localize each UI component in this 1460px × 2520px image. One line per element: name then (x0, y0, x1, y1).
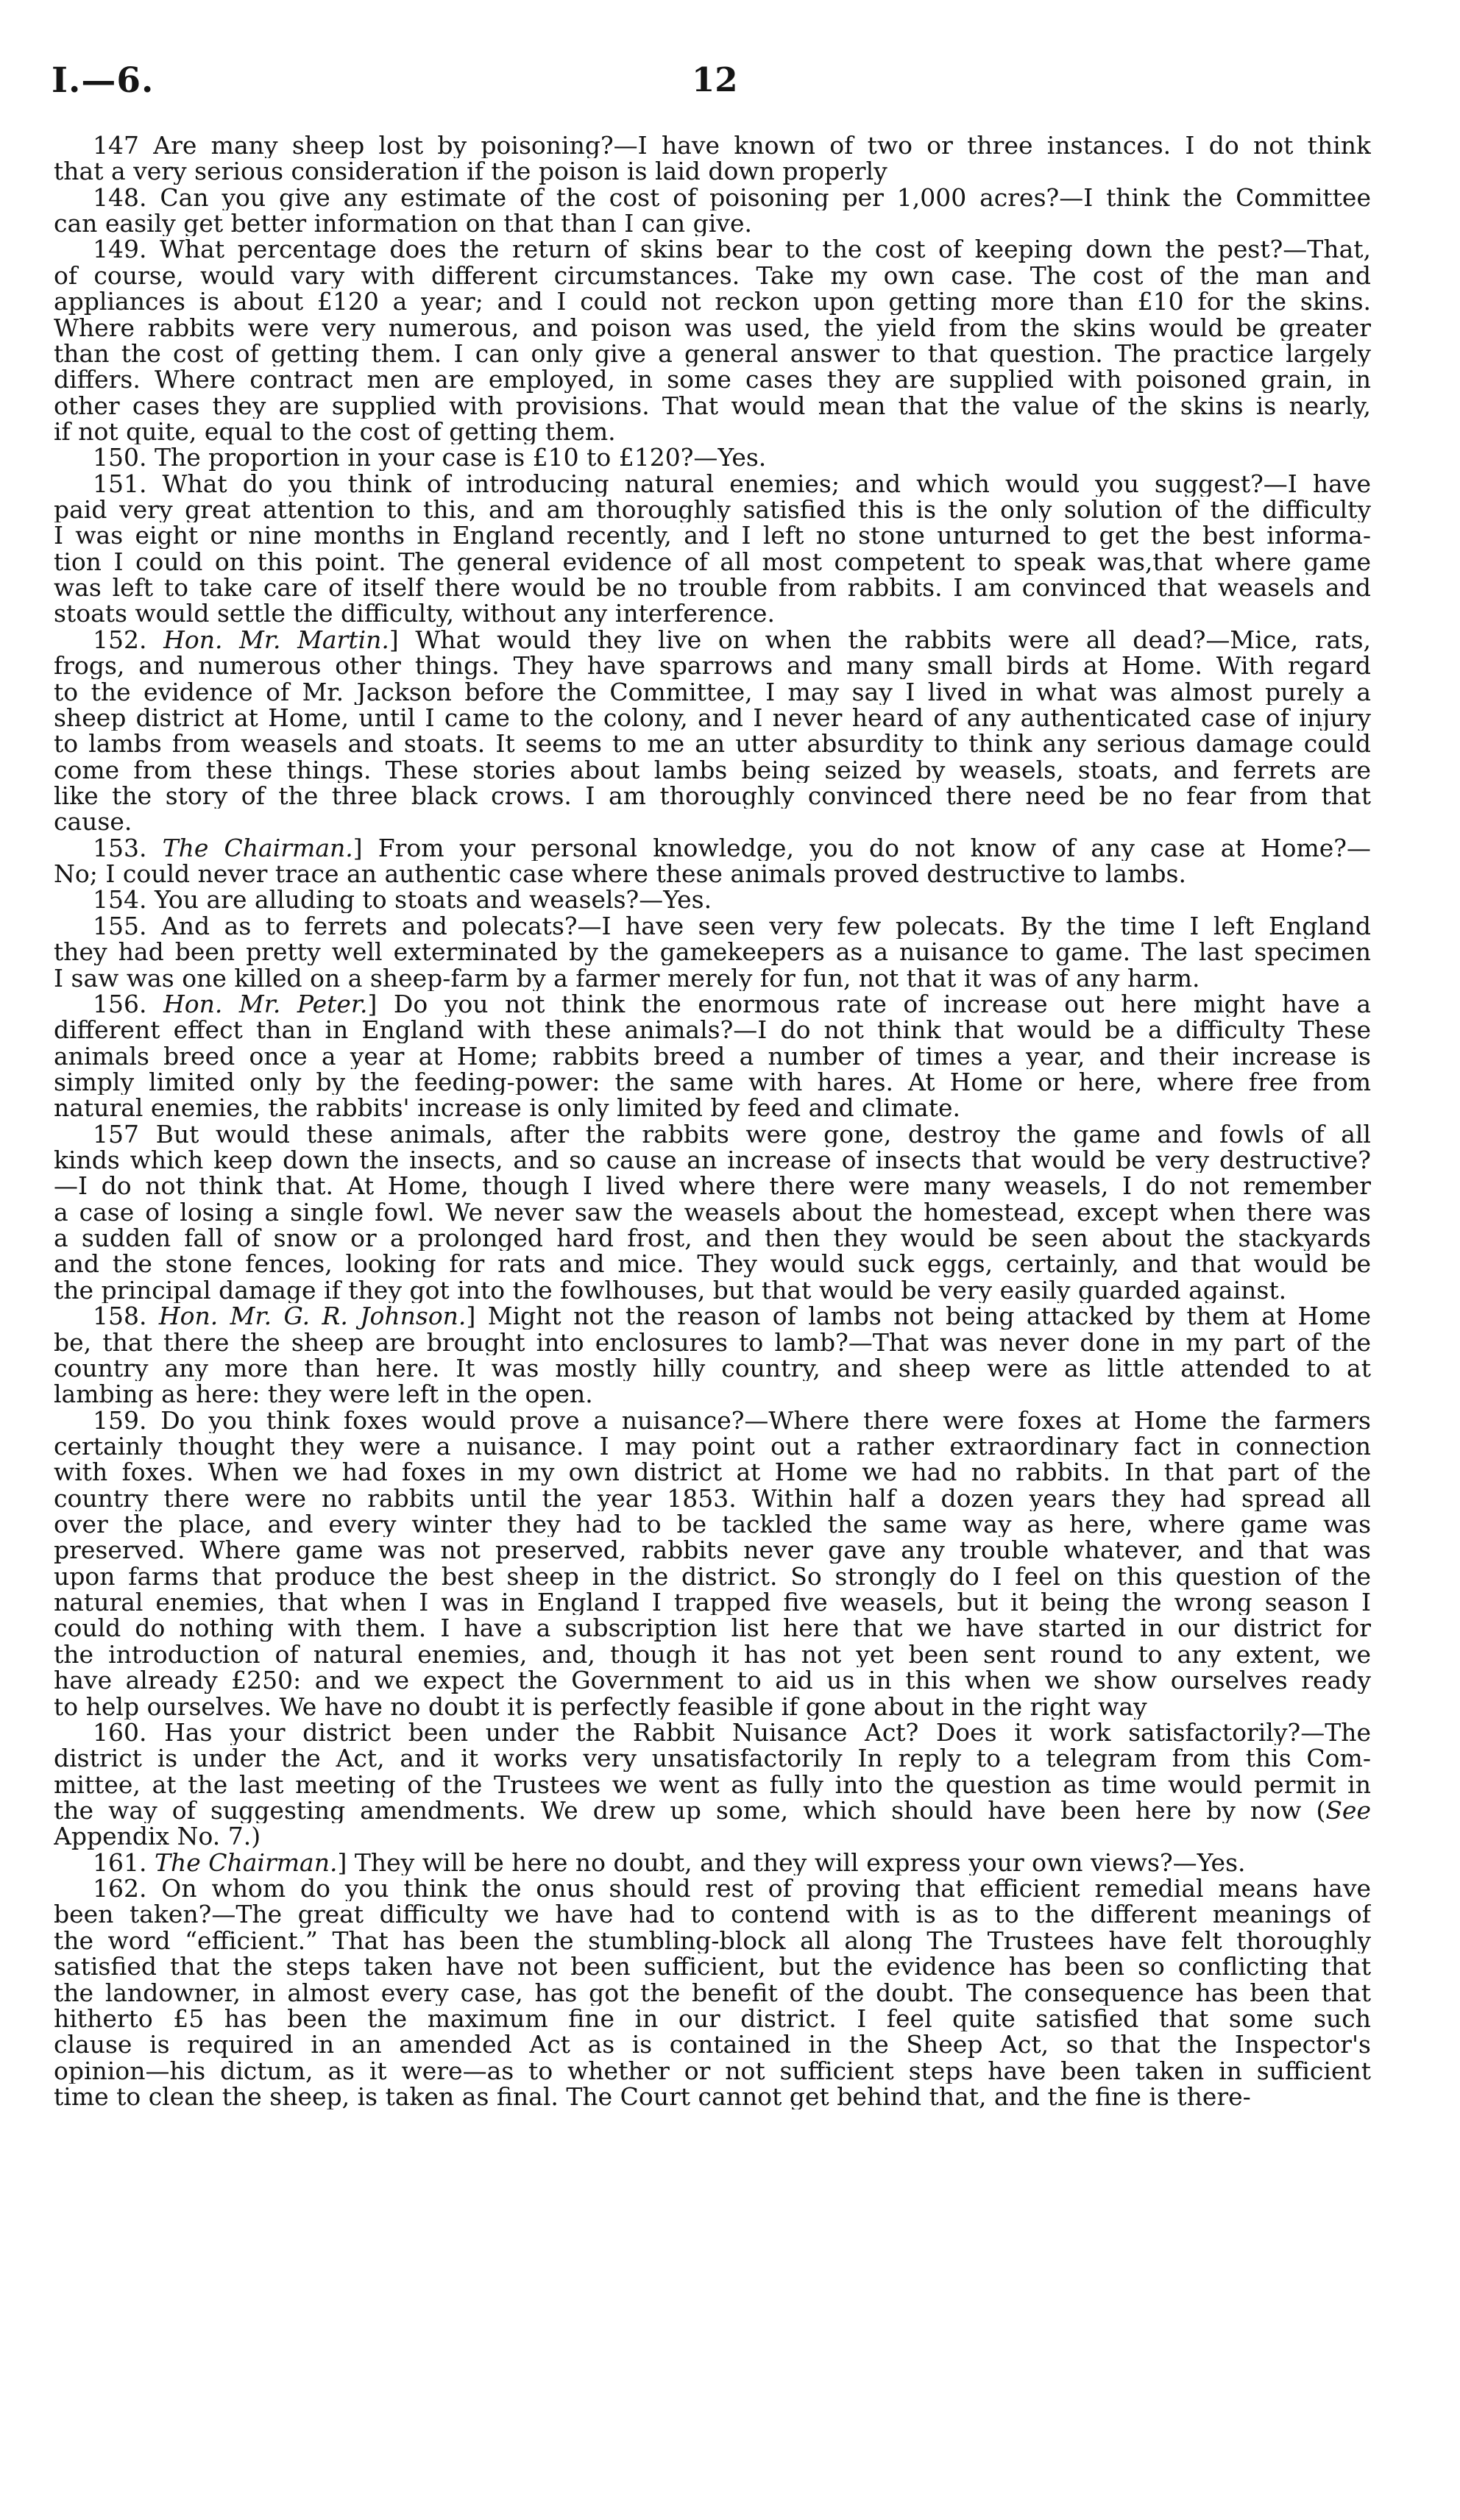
text-line (54, 1694, 1371, 1719)
paragraph (54, 1875, 1371, 2109)
text-segment: I saw was one killed on a sheep-farm by a farmer merely for fun, not that it was of any harm. (54, 965, 1200, 991)
text-segment: 162. On whom do you think the onus should rest of proving that efficient remedial means have (93, 1875, 1371, 1902)
text-line (54, 1850, 1371, 1875)
text-line (54, 1277, 1371, 1303)
text-segment: Appendix No. 7.) (54, 1823, 261, 1850)
text-line (54, 1772, 1371, 1797)
text-line (54, 549, 1371, 575)
text-line (54, 185, 1371, 210)
paragraph (54, 444, 1371, 470)
text-line (54, 1173, 1371, 1199)
text-line (54, 1823, 1371, 1849)
text-segment: hitherto £5 has been the maximum fine in our district. I feel quite satisfied that some such (54, 2005, 1371, 2032)
paragraph (54, 471, 1371, 627)
text-segment: if not quite, equal to the cost of getting them. (54, 418, 616, 445)
text-segment: kinds which keep down the insects, and so cause an increase of insects that would be very destructive? (54, 1147, 1371, 1174)
text-segment: a case of losing a single fowl. We never saw the weasels about the homestead, except when there was (54, 1199, 1371, 1226)
text-segment: ] What would they live on when the rabbits were all dead?—Mice, rats, (389, 626, 1371, 653)
text-line (54, 1980, 1371, 2006)
text-segment: 157 But would these animals, after the rabbits were gone, destroy the game and fowls of all (93, 1121, 1371, 1148)
text-segment: appliances is about £120 a year; and I could not reckon upon getting more than £10 for the skins. (54, 288, 1371, 315)
text-segment: and the stone fences, looking for rats and mice. They would suck eggs, certainly, and that would be (54, 1251, 1371, 1277)
text-segment: district is under the Act, and it works very unsatisfactorily In reply to a telegram from this Com- (54, 1745, 1371, 1772)
text-segment: they had been pretty well exterminated by the gamekeepers as a nuisance to game. The last specimen (54, 939, 1371, 965)
text-segment: 159. Do you think foxes would prove a nuisance?—Where there were foxes at Home the farmers (93, 1407, 1371, 1433)
paragraph (54, 1719, 1371, 1850)
text-line (54, 1225, 1371, 1251)
text-segment: of course, would vary with different circumstances. Take my own case. The cost of the man and (54, 262, 1371, 289)
text-segment: to help ourselves. We have no doubt it is perfectly feasible if gone about in the right way (54, 1693, 1147, 1719)
text-segment: mittee, at the last meeting of the Trustees we went as fully into the question as time would permit in (54, 1771, 1371, 1797)
text-line (54, 2006, 1371, 2031)
text-segment: the way of suggesting amendments. We drew up some, which should have been here by now ( (54, 1797, 1326, 1824)
text-line (54, 913, 1371, 939)
text-segment: a sudden fall of snow or a prolonged hard frost, and then they would be seen about the stackyards (54, 1225, 1371, 1252)
text-segment: ] From your personal knowledge, you do not know of any case at Home?— (352, 834, 1371, 862)
text-segment: opinion—his dictum, as it were—as to whether or not sufficient steps have been taken in sufficient (54, 2057, 1371, 2084)
speaker-name: The Chairman. (154, 1849, 338, 1876)
text-line (54, 1797, 1371, 1823)
text-segment: country any more than here. It was mostly hilly country, and sheep were as little attended to at (54, 1355, 1371, 1382)
text-segment: paid very great attention to this, and am thoroughly satisfied this is the only solution of the difficulty (54, 497, 1371, 523)
text-segment: preserved. Where game was not preserved, rabbits never gave any trouble whatever, and that was (54, 1537, 1371, 1564)
text-line (54, 861, 1371, 887)
text-line (54, 679, 1371, 705)
text-segment: that a very serious consideration if the poison is laid down properly (54, 158, 887, 185)
speaker-name: Hon. Mr. Peter. (163, 990, 368, 1018)
text-line (54, 1043, 1371, 1069)
text-line (54, 366, 1371, 392)
speaker-name: See (1325, 1797, 1371, 1824)
paragraph (54, 1121, 1371, 1304)
text-line (54, 809, 1371, 834)
text-segment: time to clean the sheep, is taken as final. The Court cannot get behind that, and the fine is there- (54, 2083, 1251, 2110)
text-segment: could do nothing with them. I have a subscription list here that we have started in our district for (54, 1615, 1371, 1641)
text-line (54, 1095, 1371, 1121)
text-line (54, 705, 1371, 731)
text-line (54, 393, 1371, 419)
text-line (54, 1459, 1371, 1485)
text-line (54, 1355, 1371, 1381)
text-segment: 147 Are many sheep lost by poisoning?—I have known of two or three instances. I do not think (93, 132, 1371, 159)
paragraph (54, 887, 1371, 912)
text-line (54, 1303, 1371, 1329)
paragraph (54, 236, 1371, 444)
text-line (54, 575, 1371, 600)
text-line (54, 2031, 1371, 2057)
text-segment: simply limited only by the feeding-power: the same with hares. At Home or here, where free from (54, 1068, 1371, 1096)
text-segment: ] Might not the reason of lambs not being attacked by them at Home (466, 1303, 1371, 1330)
text-segment: 153. (93, 834, 163, 862)
paragraph (54, 835, 1371, 887)
text-segment: the word “efficient.” That has been the stumbling-block all along The Trustees have felt thoroughly (54, 1927, 1371, 1954)
text-segment: come from these things. These stories about lambs being seized by weasels, stoats, and ferrets are (54, 756, 1371, 783)
paragraph (54, 132, 1371, 185)
paragraph (54, 991, 1371, 1121)
text-segment: over the place, and every winter they had to be tackled the same way as here, where game was (54, 1511, 1371, 1538)
text-segment: lambing as here: they were left in the open. (54, 1381, 593, 1408)
paragraph (54, 1408, 1371, 1719)
text-line (54, 1069, 1371, 1095)
text-segment: certainly thought they were a nuisance. I may point out a rather extraordinary fact in connection (54, 1433, 1371, 1460)
text-line (54, 1381, 1371, 1407)
text-line (54, 600, 1371, 626)
text-segment: like the story of the three black crows. I am thoroughly convinced there need be no fear from that (54, 782, 1371, 809)
text-line (54, 1199, 1371, 1225)
text-line (54, 1486, 1371, 1511)
text-segment: the principal damage if they got into the fowlhouses, but that would be very easily guarded against. (54, 1277, 1287, 1304)
text-segment: 152. (93, 626, 164, 653)
text-segment: animals breed once a year at Home; rabbits breed a number of times a year, and their increase is (54, 1043, 1371, 1069)
text-line (54, 471, 1371, 497)
text-line (54, 1667, 1371, 1693)
text-segment: be, that there the sheep are brought into enclosures to lamb?—That was never done in my part of the (54, 1329, 1371, 1355)
text-segment: with foxes. When we had foxes in my own district at Home we had no rabbits. In that part of the (54, 1459, 1371, 1486)
text-line (54, 1564, 1371, 1589)
text-segment: stoats would settle the difficulty, without any interference. (54, 600, 775, 627)
page-number: 12 (692, 60, 738, 99)
text-segment: 161. (93, 1849, 155, 1876)
text-line (54, 522, 1371, 548)
text-segment: clause is required in an amended Act as is contained in the Sheep Act, so that the Inspector's (54, 2031, 1371, 2058)
text-segment: 149. What percentage does the return of skins bear to the cost of keeping down the pest?—That, (93, 236, 1371, 263)
text-line (54, 731, 1371, 756)
paragraph (54, 627, 1371, 835)
text-line (54, 444, 1371, 470)
speaker-name: Hon. Mr. G. R. Johnson. (158, 1303, 467, 1330)
text-segment: country there were no rabbits until the year 1853. Within half a dozen years they had spread all (54, 1485, 1371, 1512)
text-line (54, 1330, 1371, 1355)
text-segment: 150. The proportion in your case is £10 to £120?—Yes. (93, 444, 767, 471)
text-line (54, 1408, 1371, 1433)
text-segment: have already £250: and we expect the Government to aid us in this when we show ourselves ready (54, 1667, 1371, 1694)
text-line (54, 1433, 1371, 1459)
text-line (54, 2084, 1371, 2109)
text-line (54, 419, 1371, 444)
text-segment: 156. (93, 990, 163, 1018)
text-line (54, 315, 1371, 341)
text-line (54, 1719, 1371, 1745)
text-segment: natural enemies, that when I was in England I trapped five weasels, but it being the wrong season I (54, 1589, 1371, 1616)
text-segment: I was eight or nine months in England recently, and I left no stone unturned to get the best informa- (54, 522, 1371, 549)
text-segment: 148. Can you give any estimate of the cost of poisoning per 1,000 acres?—I think the Committee (93, 184, 1371, 211)
text-line (54, 158, 1371, 184)
text-line (54, 1589, 1371, 1615)
text-segment: 160. Has your district been under the Rabbit Nuisance Act? Does it work satisfactorily?—The (93, 1719, 1371, 1746)
text-segment: to lambs from weasels and stoats. It seems to me an utter absurdity to think any serious damage could (54, 731, 1371, 757)
text-segment: upon farms that produce the best sheep in the district. So strongly do I feel on this question of the (54, 1563, 1371, 1590)
text-segment: 155. And as to ferrets and polecats?—I have seen very few polecats. By the time I left England (93, 912, 1371, 940)
text-segment: other cases they are supplied with provisions. That would mean that the value of the skins is nearly, (54, 392, 1371, 419)
text-segment: cause. (54, 809, 132, 835)
text-line (54, 1641, 1371, 1667)
text-line (54, 835, 1371, 861)
text-segment: been taken?—The great difficulty we have had to contend with is as to the different meanings of (54, 1901, 1371, 1928)
text-segment: 151. What do you think of introducing natural enemies; and which would you suggest?—I have (93, 470, 1371, 497)
text-segment: 158. (93, 1303, 159, 1330)
paragraph (54, 1303, 1371, 1407)
text-line (54, 2058, 1371, 2084)
text-segment: 154. You are alluding to stoats and weasels?—Yes. (93, 887, 712, 913)
speaker-name: The Chairman. (162, 834, 353, 862)
text-line (54, 1928, 1371, 1953)
text-segment: different effect than in England with these animals?—I do not think that would be a difficulty These (54, 1017, 1371, 1043)
text-line (54, 1875, 1371, 1901)
text-line (54, 991, 1371, 1017)
text-segment: No; I could never trace an authentic case where these animals proved destructive to lambs. (54, 861, 1186, 887)
text-segment: to the evidence of Mr. Jackson before the Committee, I may say I lived in what was almost purely a (54, 678, 1371, 705)
text-line (54, 1147, 1371, 1173)
text-segment: ] Do you not think the enormous rate of increase out here might have a (367, 990, 1371, 1018)
text-segment: was left to take care of itself there would be no trouble from rabbits. I am convinced that weasels and (54, 575, 1371, 601)
text-line (54, 1953, 1371, 1979)
text-segment: tion I could on this point. The general evidence of all most competent to speak was,that where game (54, 548, 1371, 575)
header-reference: I.—6. (52, 60, 155, 101)
paragraph (54, 1850, 1371, 1875)
text-line (54, 1017, 1371, 1043)
text-line (54, 965, 1371, 991)
text-line (54, 497, 1371, 522)
text-line (54, 1121, 1371, 1147)
text-line (54, 1615, 1371, 1641)
text-segment: can easily get better information on that than I can give. (54, 210, 752, 237)
text-line (54, 341, 1371, 366)
text-segment: satisfied that the steps taken have not been sufficient, but the evidence has been so conflicting that (54, 1953, 1371, 1980)
text-line (54, 627, 1371, 653)
text-segment: sheep district at Home, until I came to the colony, and I never heard of any authenticated case of injury (54, 704, 1371, 731)
text-segment: frogs, and numerous other things. They have sparrows and many small birds at Home. With regard (54, 653, 1371, 679)
text-line (54, 783, 1371, 809)
text-line (54, 1251, 1371, 1277)
text-line (54, 288, 1371, 314)
speaker-name: Hon. Mr. Martin. (163, 626, 389, 653)
text-line (54, 1511, 1371, 1537)
text-line (54, 887, 1371, 912)
text-line (54, 1901, 1371, 1927)
text-line (54, 757, 1371, 783)
paragraph (54, 185, 1371, 237)
text-line (54, 653, 1371, 678)
text-line (54, 132, 1371, 158)
text-segment: the landowner, in almost every case, has got the benefit of the doubt. The consequence has been that (54, 1979, 1371, 2006)
text-line (54, 210, 1371, 236)
text-segment: differs. Where contract men are employed, in some cases they are supplied with poisoned grain, in (54, 366, 1371, 393)
document-body (54, 132, 1371, 2109)
text-line (54, 1745, 1371, 1771)
text-segment: the introduction of natural enemies, and, though it has not yet been sent round to any extent, we (54, 1641, 1371, 1668)
text-segment: ] They will be here no doubt, and they will express your own views?—Yes. (337, 1849, 1246, 1876)
text-line (54, 236, 1371, 262)
paragraph (54, 913, 1371, 991)
text-segment: natural enemies, the rabbits' increase is only limited by feed and climate. (54, 1095, 960, 1121)
text-segment: Where rabbits were very numerous, and poison was used, the yield from the skins would be greater (54, 314, 1371, 341)
text-line (54, 263, 1371, 288)
text-segment: —I do not think that. At Home, though I lived where there were many weasels, I do not remember (54, 1173, 1371, 1199)
text-segment: than the cost of getting them. I can only give a general answer to that question. The practice largely (54, 340, 1371, 367)
text-line (54, 939, 1371, 965)
text-line (54, 1537, 1371, 1563)
